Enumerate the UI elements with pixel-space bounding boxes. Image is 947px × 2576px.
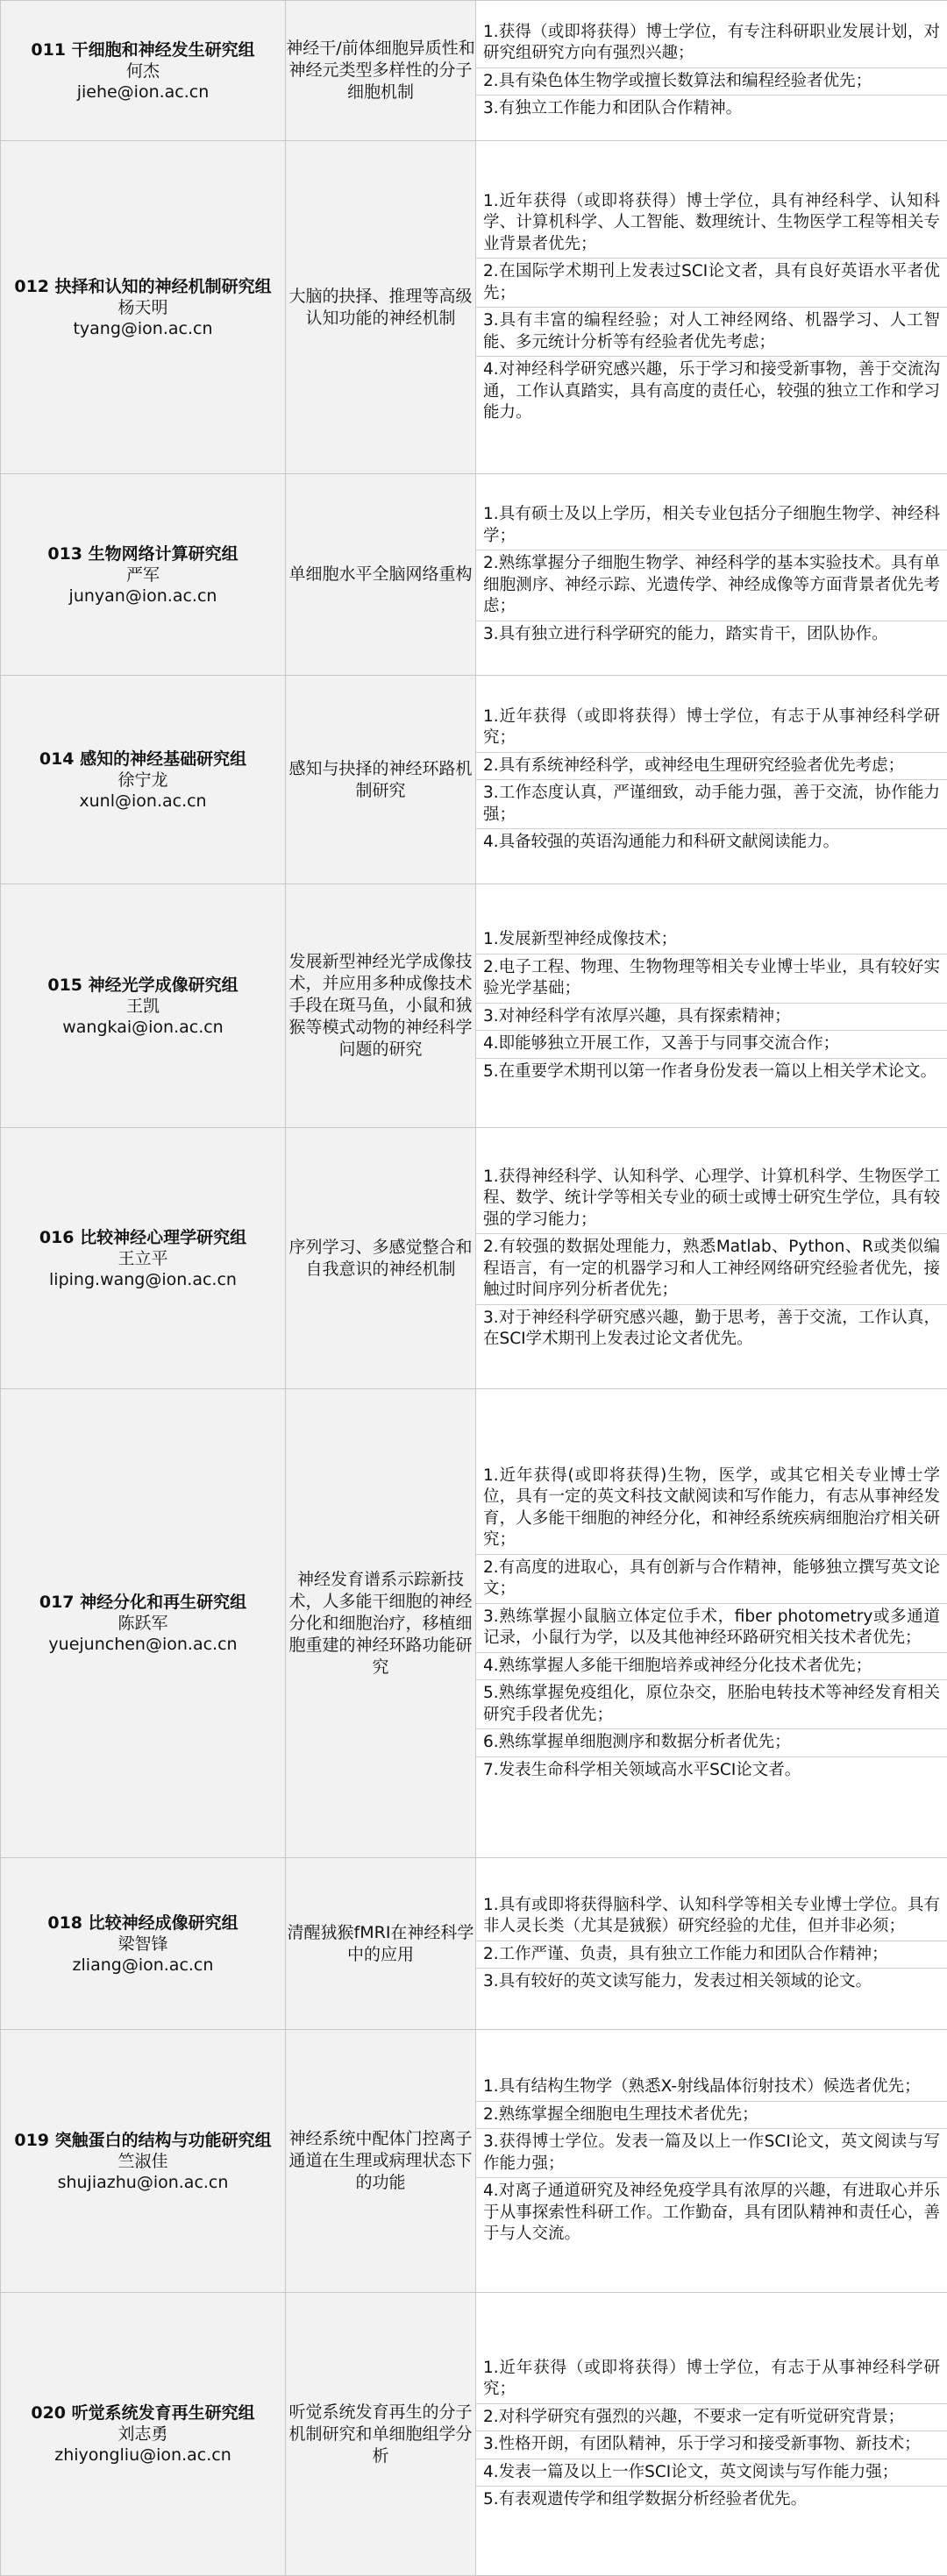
group-email: jiehe@ion.ac.cn: [1, 82, 285, 103]
group-email: liping.wang@ion.ac.cn: [1, 1269, 285, 1290]
group-cell: [1, 1858, 286, 2030]
requirements-cell: [476, 676, 947, 884]
group-name: 012 抉择和认知的神经机制研究组: [1, 276, 285, 297]
requirement-item: 4.熟练掌握人多能干细胞培养或神经分化技术者优先；: [476, 1653, 947, 1681]
group-email: wangkai@ion.ac.cn: [1, 1017, 285, 1038]
requirement-item: 4.对神经科学研究感兴趣，乐于学习和接受新事物，善于交流沟通，工作认真踏实，具有高度的责任心，较强的独立工作和学习能力。: [476, 357, 947, 427]
group-pi: 杨天明: [1, 297, 285, 318]
requirement-item: 2.有高度的进取心，具有创新与合作精神，能够独立撰写英文论文；: [476, 1555, 947, 1604]
group-cell: [1, 2030, 286, 2293]
requirement-item: 1.发展新型神经成像技术；: [476, 926, 947, 954]
requirement-item: 1.获得神经科学、认知科学、心理学、计算机科学、生物医学工程、数学、统计学等相关专业的硕士或博士研究生学位，具有较强的学习能力；: [476, 1164, 947, 1235]
requirement-item: 4.对离子通道研究及神经免疫学具有浓厚的兴趣，有进取心并乐于从事探索性科研工作。工作勤奋，具有团队精神和责任心，善于与人交流。: [476, 2178, 947, 2248]
group-cell: [1, 141, 286, 474]
group-pi: 陈跃军: [1, 1613, 285, 1634]
requirement-item: 3.具有独立进行科学研究的能力，踏实肯干，团队协作。: [476, 621, 947, 649]
group-row: [1, 474, 947, 676]
research-topic: 单细胞水平全脑网络重构: [286, 474, 476, 676]
requirement-item: 1.近年获得（或即将获得）博士学位，有志于从事神经科学研究；: [476, 704, 947, 753]
requirement-item: 1.具有或即将获得脑科学、认知科学等相关专业博士学位。具有非人灵长类（尤其是狨猴）研究经验的尤佳，但并非必须；: [476, 1892, 947, 1941]
requirement-item: 2.熟练掌握全细胞电生理技术者优先；: [476, 2102, 947, 2130]
requirement-item: 2.对科学研究有强烈的兴趣，不要求一定有听觉研究背景；: [476, 2404, 947, 2432]
requirement-item: 3.具有较好的英文读写能力，发表过相关领域的论文。: [476, 1969, 947, 1996]
group-row: [1, 2293, 947, 2576]
research-topic: 序列学习、多感觉整合和自我意识的神经机制: [286, 1128, 476, 1389]
research-topic: 神经干/前体细胞异质性和神经元类型多样性的分子细胞机制: [286, 1, 476, 141]
requirement-item: 2.具有系统神经科学，或神经电生理研究经验者优先考虑；: [476, 753, 947, 781]
requirement-item: 5.熟练掌握免疫组化，原位杂交，胚胎电转技术等神经发育相关研究手段者优先；: [476, 1680, 947, 1729]
requirement-item: 2.在国际学术期刊上发表过SCI论文者，具有良好英语水平者优先；: [476, 259, 947, 308]
requirements-cell: [476, 2293, 947, 2576]
requirement-item: 1.近年获得（或即将获得）博士学位，有志于从事神经科学研究；: [476, 2355, 947, 2404]
group-row: [1, 141, 947, 474]
group-cell: [1, 676, 286, 884]
group-email: yuejunchen@ion.ac.cn: [1, 1634, 285, 1655]
group-row: [1, 1128, 947, 1389]
group-pi: 王凯: [1, 996, 285, 1017]
group-row: [1, 1, 947, 141]
requirements-cell: [476, 141, 947, 474]
requirement-item: 2.有较强的数据处理能力，熟悉Matlab、Python、R或类似编程语言，有一定的机器学习和人工神经网络研究经验者优先，接触过时间序列分析者优先；: [476, 1234, 947, 1305]
group-name: 018 比较神经成像研究组: [1, 1912, 285, 1934]
requirement-item: 1.近年获得(或即将获得)生物，医学，或其它相关专业博士学位，具有一定的英文科技文献阅读和写作能力，有志从事神经发育，人多能干细胞的神经分化，和神经系统疾病细胞治疗相关研究；: [476, 1463, 947, 1555]
requirements-cell: [476, 474, 947, 676]
requirements-cell: [476, 1389, 947, 1858]
group-row: [1, 884, 947, 1128]
group-email: junyan@ion.ac.cn: [1, 585, 285, 607]
requirement-item: 1.具有结构生物学（熟悉X-射线晶体衍射技术）候选者优先；: [476, 2074, 947, 2102]
research-topic: 发展新型神经光学成像技术，并应用多种成像技术手段在斑马鱼，小鼠和狨猴等模式动物的神经科学问题的研究: [286, 884, 476, 1128]
requirement-item: 1.具有硕士及以上学历，相关专业包括分子细胞生物学、神经科学；: [476, 501, 947, 550]
requirements-cell: [476, 1128, 947, 1389]
requirement-item: 2.工作严谨、负责，具有独立工作能力和团队合作精神；: [476, 1941, 947, 1969]
group-cell: [1, 474, 286, 676]
requirement-item: 4.发表一篇及以上一作SCI论文，英文阅读与写作能力强；: [476, 2459, 947, 2487]
requirement-item: 3.对于神经科学研究感兴趣，勤于思考，善于交流，工作认真，在SCI学术期刊上发表过论文者优先。: [476, 1305, 947, 1353]
group-pi: 刘志勇: [1, 2423, 285, 2445]
group-email: zliang@ion.ac.cn: [1, 1955, 285, 1976]
group-pi: 徐宁龙: [1, 770, 285, 791]
requirements-cell: [476, 884, 947, 1128]
group-name: 011 干细胞和神经发生研究组: [1, 39, 285, 60]
group-cell: [1, 884, 286, 1128]
group-name: 020 听觉系统发育再生研究组: [1, 2402, 285, 2423]
research-topic: 清醒狨猴fMRI在神经科学中的应用: [286, 1858, 476, 2030]
group-row: [1, 1858, 947, 2030]
group-pi: 严军: [1, 564, 285, 585]
requirement-item: 1.近年获得（或即将获得）博士学位，具有神经科学、认知科学、计算机科学、人工智能、数理统计、生物医学工程等相关专业背景者优先；: [476, 188, 947, 259]
group-pi: 何杰: [1, 60, 285, 82]
requirement-item: 6.熟练掌握单细胞测序和数据分析者优先；: [476, 1729, 947, 1757]
requirement-item: 7.发表生命科学相关领域高水平SCI论文者。: [476, 1757, 947, 1785]
requirement-item: 3.对神经科学有浓厚兴趣，具有探索精神；: [476, 1004, 947, 1032]
requirements-cell: [476, 1858, 947, 2030]
requirement-item: 1.获得（或即将获得）博士学位，有专注科研职业发展计划，对研究组研究方向有强烈兴趣；: [476, 19, 947, 68]
group-pi: 梁智锋: [1, 1934, 285, 1955]
requirement-item: 2.具有染色体生物学或擅长数算法和编程经验者优先；: [476, 68, 947, 96]
group-email: xunl@ion.ac.cn: [1, 791, 285, 812]
group-email: zhiyongliu@ion.ac.cn: [1, 2445, 285, 2466]
requirements-cell: [476, 1, 947, 141]
group-name: 019 突触蛋白的结构与功能研究组: [1, 2130, 285, 2151]
group-name: 017 神经分化和再生研究组: [1, 1592, 285, 1613]
group-row: [1, 1389, 947, 1858]
group-name: 013 生物网络计算研究组: [1, 543, 285, 564]
requirement-item: 3.性格开朗，有团队精神，乐于学习和接受新事物、新技术；: [476, 2431, 947, 2459]
group-row: [1, 2030, 947, 2293]
group-name: 016 比较神经心理学研究组: [1, 1227, 285, 1248]
group-name: 015 神经光学成像研究组: [1, 975, 285, 996]
group-name: 014 感知的神经基础研究组: [1, 749, 285, 770]
requirement-item: 5.有表观遗传学和组学数据分析经验者优先。: [476, 2487, 947, 2514]
research-topic: 大脑的抉择、推理等高级认知功能的神经机制: [286, 141, 476, 474]
requirement-item: 4.即能够独立开展工作，又善于与同事交流合作；: [476, 1031, 947, 1059]
group-pi: 王立平: [1, 1248, 285, 1269]
requirement-item: 5.在重要学术期刊以第一作者身份发表一篇以上相关学术论文。: [476, 1059, 947, 1086]
requirement-item: 2.熟练掌握分子细胞生物学、神经科学的基本实验技术。具有单细胞测序、神经示踪、光遗传学、神经成像等方面背景者优先考虑；: [476, 550, 947, 621]
requirement-item: 3.熟练掌握小鼠脑立体定位手术，fiber photometry或多通道记录，小鼠行为学，以及其他神经环路研究相关技术者优先；: [476, 1604, 947, 1653]
research-topic: 神经发育谱系示踪新技术，人多能干细胞的神经分化和细胞治疗，移植细胞重建的神经环路功能研究: [286, 1389, 476, 1858]
research-topic: 感知与抉择的神经环路机制研究: [286, 676, 476, 884]
group-email: tyang@ion.ac.cn: [1, 318, 285, 339]
requirement-item: 3.获得博士学位。发表一篇及以上一作SCI论文，英文阅读与写作能力强；: [476, 2129, 947, 2178]
group-email: shujiazhu@ion.ac.cn: [1, 2172, 285, 2193]
research-topic: 神经系统中配体门控离子通道在生理或病理状态下的功能: [286, 2030, 476, 2293]
group-cell: [1, 2293, 286, 2576]
requirements-cell: [476, 2030, 947, 2293]
requirement-item: 3.具有丰富的编程经验；对人工神经网络、机器学习、人工智能、多元统计分析等有经验者优先考虑；: [476, 308, 947, 357]
requirement-item: 3.有独立工作能力和团队合作精神。: [476, 96, 947, 123]
group-cell: [1, 1, 286, 141]
table-body: [1, 1, 947, 2576]
requirement-item: 4.具备较强的英语沟通能力和科研文献阅读能力。: [476, 829, 947, 856]
requirement-item: 2.电子工程、物理、生物物理等相关专业博士毕业，具有较好实验光学基础；: [476, 954, 947, 1004]
group-pi: 竺淑佳: [1, 2151, 285, 2172]
group-cell: [1, 1389, 286, 1858]
requirement-item: 3.工作态度认真，严谨细致，动手能力强，善于交流，协作能力强；: [476, 780, 947, 829]
group-cell: [1, 1128, 286, 1389]
group-row: [1, 676, 947, 884]
research-topic: 听觉系统发育再生的分子机制研究和单细胞组学分析: [286, 2293, 476, 2576]
